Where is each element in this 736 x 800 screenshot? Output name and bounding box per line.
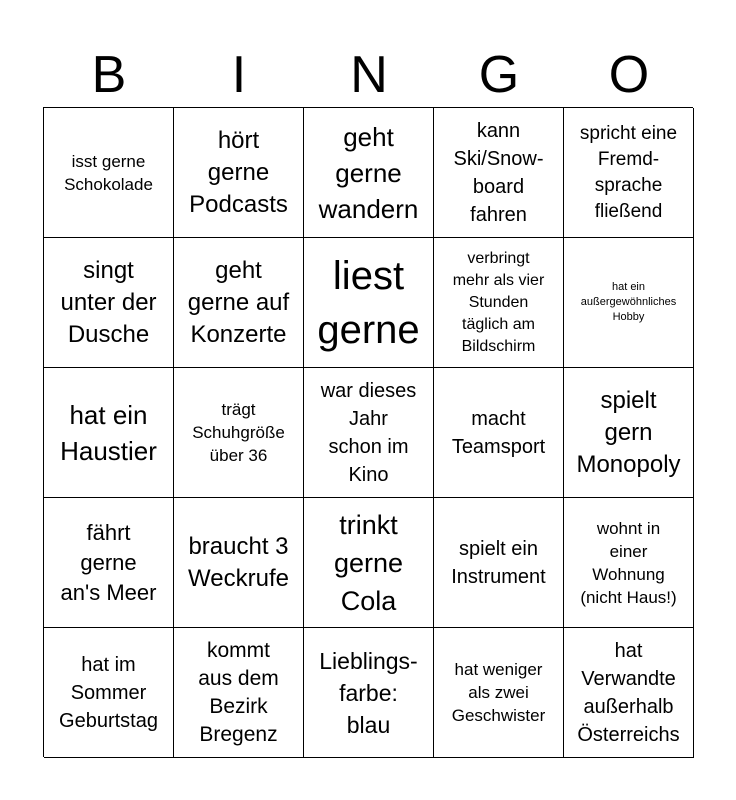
bingo-cell[interactable] — [44, 628, 174, 758]
cell-text: hört gerne Podcasts — [189, 126, 288, 218]
cell-text: fährt gerne an's Meer — [60, 519, 157, 605]
header-letter-n: N — [350, 46, 388, 104]
bingo-cell[interactable] — [564, 498, 694, 628]
bingo-cell[interactable] — [434, 108, 564, 238]
cell-text: liest gerne — [317, 253, 420, 352]
cell-text: geht gerne wandern — [318, 121, 419, 224]
cell-text: geht gerne auf Konzerte — [187, 256, 290, 348]
cell-text: singt unter der Dusche — [60, 256, 157, 348]
bingo-cell[interactable] — [304, 498, 434, 628]
bingo-cell[interactable] — [304, 368, 434, 498]
cell-text: braucht 3 Weckrufe — [188, 532, 289, 592]
bingo-cell[interactable] — [44, 108, 174, 238]
bingo-cell[interactable] — [564, 238, 694, 368]
header-letter-o: O — [608, 46, 650, 104]
bingo-cell[interactable] — [564, 368, 694, 498]
header-letter-g: G — [478, 46, 520, 104]
bingo-cell[interactable] — [304, 238, 434, 368]
bingo-cell[interactable] — [434, 238, 564, 368]
cell-text: hat ein Haustier — [60, 399, 157, 466]
bingo-cell[interactable] — [434, 498, 564, 628]
cell-text: hat im Sommer Geburtstag — [59, 653, 158, 732]
cell-text: isst gerne Schokolade — [64, 151, 153, 194]
bingo-cell[interactable] — [564, 628, 694, 758]
bingo-cell[interactable] — [304, 628, 434, 758]
cell-text: spielt ein Instrument — [451, 537, 546, 588]
cell-text: war dieses Jahr schon im Kino — [320, 379, 417, 486]
cell-text: spielt gern Monopoly — [576, 386, 681, 478]
bingo-cell[interactable] — [174, 498, 304, 628]
bingo-header — [44, 44, 694, 106]
bingo-cell[interactable] — [174, 238, 304, 368]
cell-text: trinkt gerne Cola — [333, 509, 404, 616]
cell-text: hat weniger als zwei Geschwister — [451, 660, 546, 725]
bingo-cell[interactable] — [44, 368, 174, 498]
cell-text: trägt Schuhgröße über 36 — [192, 400, 285, 465]
bingo-cell[interactable] — [564, 108, 694, 238]
cell-text: kommt aus dem Bezirk Bregenz — [198, 638, 279, 746]
bingo-cell[interactable] — [174, 108, 304, 238]
cell-text: macht Teamsport — [451, 407, 546, 458]
header-letter-b: B — [91, 46, 127, 104]
bingo-cell[interactable] — [304, 108, 434, 238]
cell-text: hat Verwandte außerhalb Österreichs — [577, 639, 680, 746]
cell-text: kann Ski/Snow- board fahren — [453, 119, 544, 226]
bingo-cell[interactable] — [174, 628, 304, 758]
bingo-cell[interactable] — [174, 368, 304, 498]
cell-text: hat ein außergewöhnliches Hobby — [580, 281, 677, 323]
bingo-cell[interactable] — [44, 498, 174, 628]
bingo-cell[interactable] — [434, 628, 564, 758]
bingo-cell[interactable] — [434, 368, 564, 498]
cell-text: verbringt mehr als vier Stunden täglich am Bildschirm — [452, 249, 545, 355]
cell-text: spricht eine Fremd- sprache fließend — [579, 122, 678, 222]
bingo-grid — [43, 107, 693, 757]
cell-text: Lieblings- farbe: blau — [319, 647, 418, 738]
header-letter-i: I — [231, 46, 247, 104]
cell-text: wohnt in einer Wohnung (nicht Haus!) — [580, 518, 677, 607]
bingo-cell[interactable] — [44, 238, 174, 368]
